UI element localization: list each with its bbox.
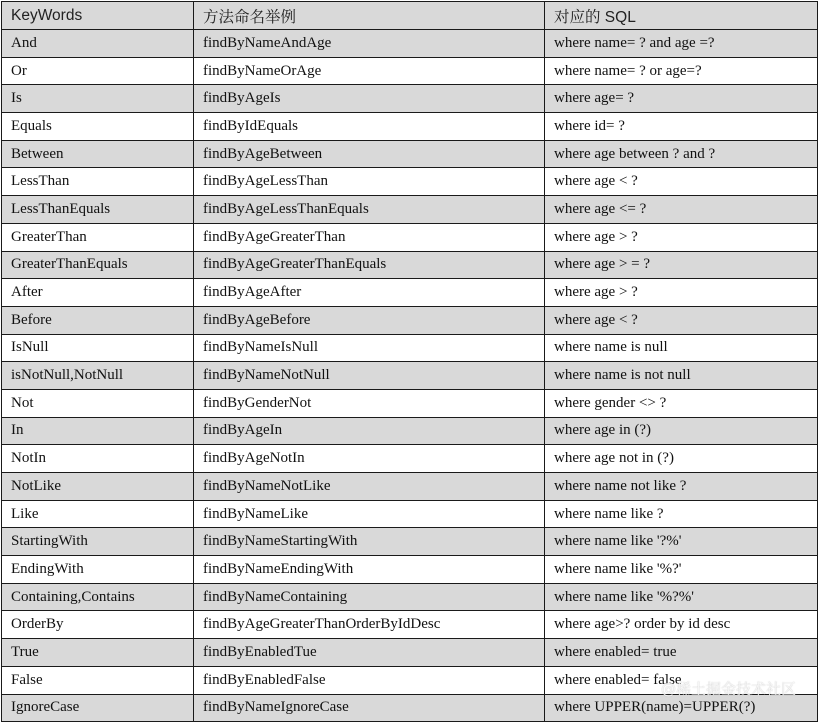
cell-keyword: And [2,30,194,58]
table-row [2,251,818,279]
cell-sql: where age < ? [545,306,818,334]
cell-sql: where age>? order by id desc [545,611,818,639]
table-body [2,30,818,722]
cell-keyword: OrderBy [2,611,194,639]
cell-sql: where enabled= false [545,666,818,694]
cell-sql: where name= ? or age=? [545,57,818,85]
table-row [2,445,818,473]
cell-keyword: EndingWith [2,556,194,584]
cell-method-example: findByAgeLessThan [194,168,545,196]
table-row [2,223,818,251]
table-row [2,168,818,196]
cell-keyword: NotLike [2,473,194,501]
cell-sql: where age= ? [545,85,818,113]
cell-method-example: findByNameStartingWith [194,528,545,556]
cell-sql: where age not in (?) [545,445,818,473]
cell-sql: where name not like ? [545,473,818,501]
cell-keyword: isNotNull,NotNull [2,362,194,390]
cell-sql: where age < ? [545,168,818,196]
cell-keyword: Like [2,500,194,528]
table-row [2,196,818,224]
cell-sql: where age > = ? [545,251,818,279]
table-row [2,85,818,113]
cell-sql: where age between ? and ? [545,140,818,168]
table-row [2,611,818,639]
cell-keyword: Is [2,85,194,113]
cell-method-example: findByNameOrAge [194,57,545,85]
keyword-sql-table [1,1,818,722]
cell-sql: where name like ? [545,500,818,528]
cell-method-example: findByAgeGreaterThanOrderByIdDesc [194,611,545,639]
cell-keyword: GreaterThan [2,223,194,251]
cell-keyword: IgnoreCase [2,694,194,722]
cell-keyword: LessThan [2,168,194,196]
table-row [2,140,818,168]
cell-sql: where age <= ? [545,196,818,224]
cell-method-example: findByAgeIs [194,85,545,113]
cell-method-example: findByGenderNot [194,389,545,417]
cell-method-example: findByAgeLessThanEquals [194,196,545,224]
cell-sql: where name is not null [545,362,818,390]
cell-method-example: findByNameLike [194,500,545,528]
cell-sql: where gender <> ? [545,389,818,417]
cell-method-example: findByNameIsNull [194,334,545,362]
header-sql: 对应的 SQL [545,2,818,30]
table-row [2,556,818,584]
table-row [2,362,818,390]
table-row [2,528,818,556]
cell-keyword: In [2,417,194,445]
table-row [2,30,818,58]
cell-method-example: findByAgeNotIn [194,445,545,473]
cell-keyword: Containing,Contains [2,583,194,611]
header-method-example: 方法命名举例 [194,2,545,30]
table-row [2,583,818,611]
cell-method-example: findByNameContaining [194,583,545,611]
cell-sql: where age > ? [545,279,818,307]
watermark: @稀土掘金技术社区 [660,680,796,698]
table-row [2,666,818,694]
cell-method-example: findByEnabledTue [194,639,545,667]
table-row [2,279,818,307]
cell-keyword: After [2,279,194,307]
cell-sql: where UPPER(name)=UPPER(?) [545,694,818,722]
cell-method-example: findByAgeGreaterThanEquals [194,251,545,279]
cell-keyword: IsNull [2,334,194,362]
header-keywords: KeyWords [2,2,194,30]
cell-sql: where name like '%?' [545,556,818,584]
cell-sql: where name is null [545,334,818,362]
table-header-row [2,2,818,30]
cell-method-example: findByNameIgnoreCase [194,694,545,722]
cell-method-example: findByNameNotLike [194,473,545,501]
cell-method-example: findByIdEquals [194,113,545,141]
cell-sql: where age in (?) [545,417,818,445]
table-row [2,473,818,501]
cell-method-example: findByEnabledFalse [194,666,545,694]
cell-keyword: Or [2,57,194,85]
cell-keyword: NotIn [2,445,194,473]
table-row [2,417,818,445]
cell-method-example: findByNameEndingWith [194,556,545,584]
cell-sql: where age > ? [545,223,818,251]
cell-keyword: Before [2,306,194,334]
cell-keyword: Equals [2,113,194,141]
cell-method-example: findByAgeAfter [194,279,545,307]
cell-method-example: findByAgeIn [194,417,545,445]
cell-keyword: GreaterThanEquals [2,251,194,279]
table-row [2,500,818,528]
cell-method-example: findByAgeGreaterThan [194,223,545,251]
table-row [2,639,818,667]
cell-sql: where id= ? [545,113,818,141]
table-row [2,306,818,334]
cell-method-example: findByNameAndAge [194,30,545,58]
cell-sql: where name like '?%' [545,528,818,556]
cell-keyword: True [2,639,194,667]
cell-keyword: Between [2,140,194,168]
cell-sql: where name like '%?%' [545,583,818,611]
cell-keyword: StartingWith [2,528,194,556]
cell-keyword: Not [2,389,194,417]
cell-sql: where enabled= true [545,639,818,667]
table-row [2,334,818,362]
cell-method-example: findByAgeBetween [194,140,545,168]
table-row [2,57,818,85]
cell-sql: where name= ? and age =? [545,30,818,58]
cell-method-example: findByAgeBefore [194,306,545,334]
table-row [2,113,818,141]
cell-keyword: LessThanEquals [2,196,194,224]
cell-method-example: findByNameNotNull [194,362,545,390]
cell-keyword: False [2,666,194,694]
table-row [2,389,818,417]
